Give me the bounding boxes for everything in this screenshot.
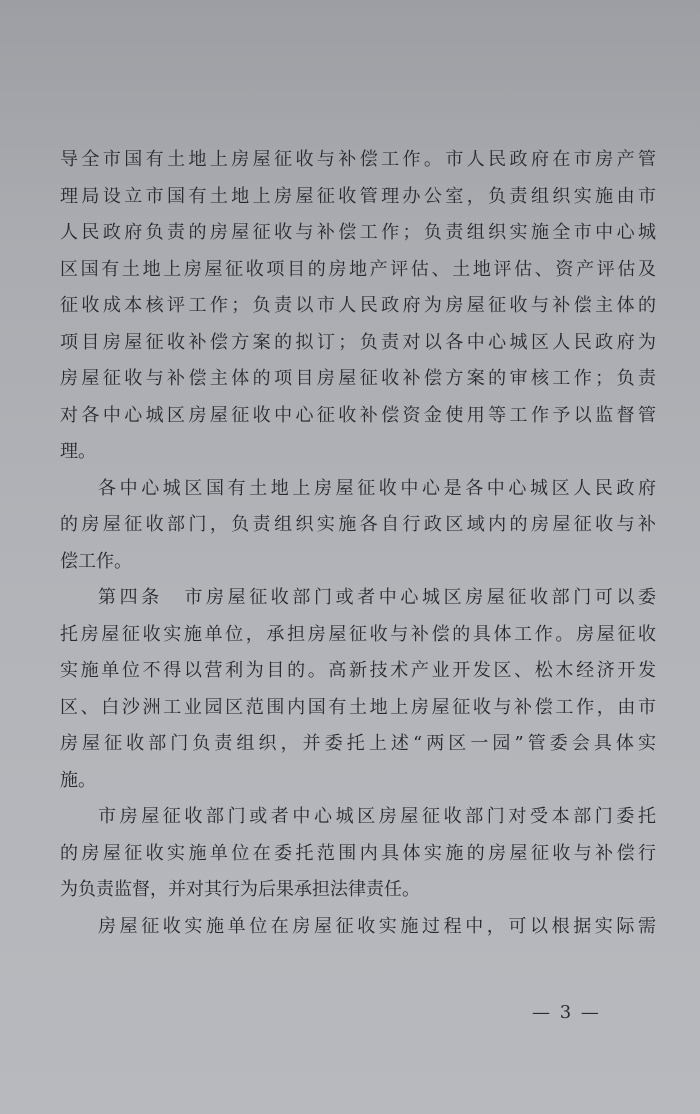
- text-line: 的房屋征收实施单位在委托范围内具体实施的房屋征收与补偿行: [60, 842, 656, 864]
- text-line: 理局设立市国有土地上房屋征收管理办公室，负责组织实施由市: [60, 185, 656, 207]
- text-line: 施。: [60, 769, 96, 791]
- text-line: 区、白沙洲工业园区范围内国有土地上房屋征收与补偿工作，由市: [60, 696, 656, 718]
- text-line: 区国有土地上房屋征收项目的房地产评估、土地评估、资产评估及: [60, 258, 656, 280]
- text-line: 项目房屋征收补偿方案的拟订；负责对以各中心城区人民政府为: [60, 331, 656, 353]
- text-line: 对各中心城区房屋征收中心征收补偿资金使用等工作予以监督管: [60, 404, 656, 426]
- text-line: 人民政府负责的房屋征收与补偿工作；负责组织实施全市中心城: [60, 222, 656, 243]
- text-line: 房屋征收实施单位在房屋征收实施过程中，可以根据实际需: [98, 915, 656, 937]
- text-line: 房屋征收部门负责组织，并委托上述“两区一园”管委会具体实: [60, 733, 656, 754]
- page-number: — 3 —: [532, 1002, 601, 1023]
- text-line: 各中心城区国有土地上房屋征收中心是各中心城区人民政府: [98, 477, 656, 499]
- text-line: 为负责监督，并对其行为后果承担法律责任。: [60, 879, 420, 900]
- text-line: 房屋征收与补偿主体的项目房屋征收补偿方案的审核工作；负责: [60, 368, 656, 389]
- text-line: 偿工作。: [60, 550, 132, 572]
- body-text: [60, 142, 656, 945]
- text-line: 实施单位不得以营利为目的。高新技术产业开发区、松木经济开发: [60, 660, 656, 681]
- text-line: 导全市国有土地上房屋征收与补偿工作。市人民政府在市房产管: [60, 149, 656, 170]
- text-line: 征收成本核评工作；负责以市人民政府为房屋征收与补偿主体的: [60, 295, 656, 316]
- article-heading-line: 第四条 市房屋征收部门或者中心城区房屋征收部门可以委: [98, 587, 656, 608]
- text-line: 托房屋征收实施单位，承担房屋征收与补偿的具体工作。房屋征收: [60, 623, 656, 645]
- text-line: 的房屋征收部门，负责组织实施各自行政区域内的房屋征收与补: [60, 514, 656, 535]
- text-line: 市房屋征收部门或者中心城区房屋征收部门对受本部门委托: [98, 806, 656, 827]
- text-line: 理。: [60, 441, 96, 462]
